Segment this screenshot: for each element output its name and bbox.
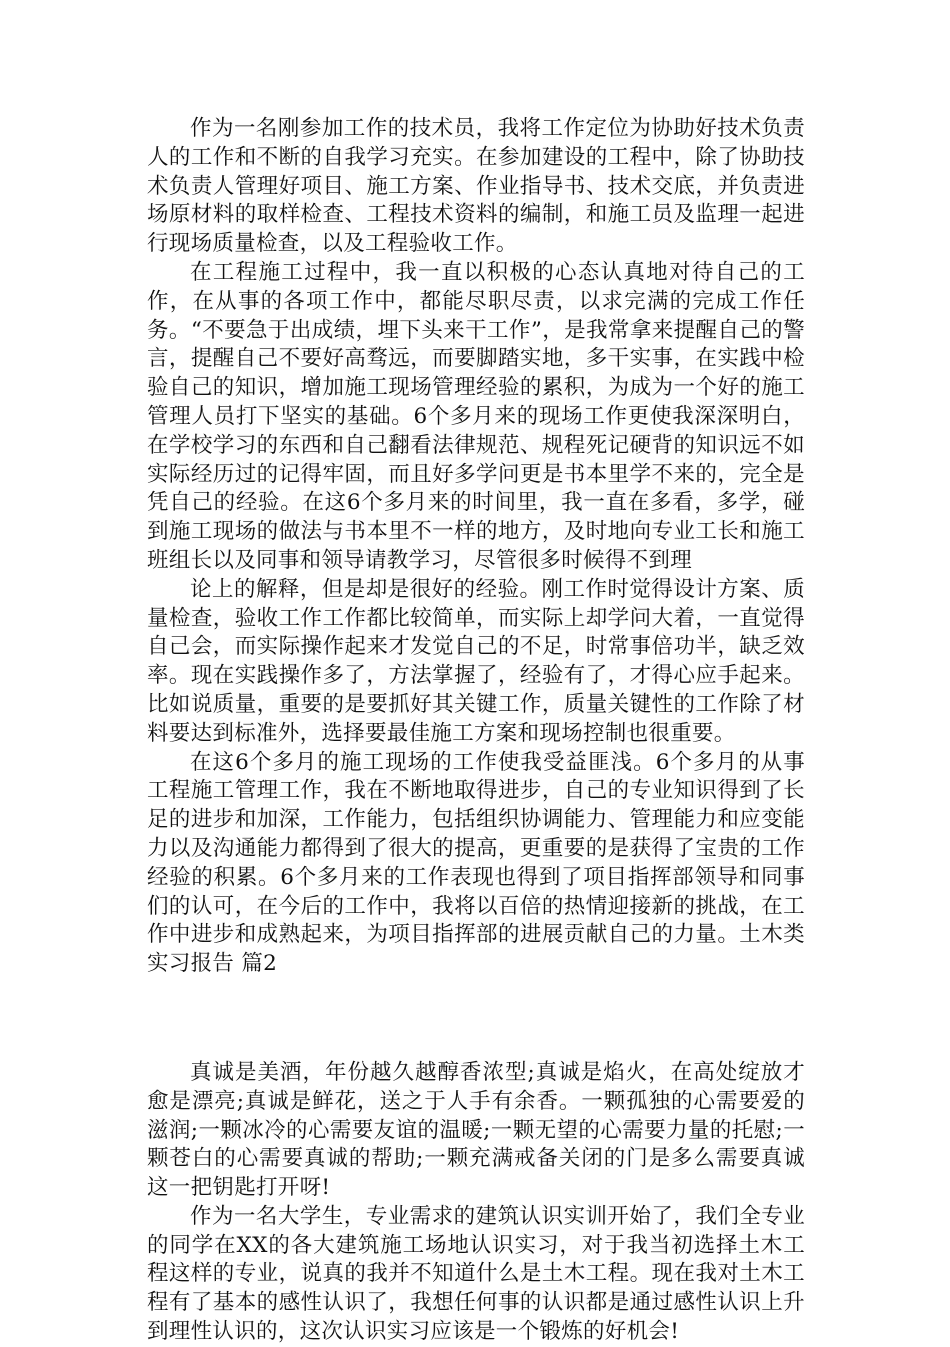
paragraph-5: 真诚是美酒，年份越久越醇香浓型;真诚是焰火，在高处绽放才愈是漂亮;真诚是鲜花，送之于人手有余香。一颗孤独的心需要爱的滋润;一颗冰冷的心需要友谊的温暖;一颗无望的心需要力量的托慰;一颗苍白的心需要真诚的帮助;一颗充满戒备关闭的门是多么需要真诚这一把钥匙打开呀!: [147, 1059, 805, 1201]
paragraph-2: 在工程施工过程中，我一直以积极的心态认真地对待自己的工作，在从事的各项工作中，都能尽职尽责，以求完满的完成工作任务。“不要急于出成绩，埋下头来干工作”，是我常拿来提醒自己的警言，提醒自己不要好高骛远，而要脚踏实地，多干实事，在实践中检验自己的知识，增加施工现场管理经验的累积，为成为一个好的施工管理人员打下坚实的基础。6个多月来的现场工作更使我深深明白，在学校学习的东西和自己翻看法律规范、规程死记硬背的知识远不如实际经历过的记得牢固，而且好多学问更是书本里学不来的，完全是凭自己的经验。在这6个多月来的时间里，我一直在多看，多学，碰到施工现场的做法与书本里不一样的地方，及时地向专业工长和施工班组长以及同事和领导请教学习，尽管很多时候得不到理: [147, 259, 805, 573]
paragraph-6: 作为一名大学生，专业需求的建筑认识实训开始了，我们全专业的同学在XX的各大建筑施工场地认识实习，对于我当初选择土木工程这样的专业，说真的我并不知道什么是土木工程。现在我对土木工程有了基本的感性认识了，我想任何事的认识都是通过感性认识上升到理性认识的，这次认识实习应该是一个锻炼的好机会!: [147, 1203, 805, 1345]
paragraph-3: 论上的解释，但是却是很好的经验。刚工作时觉得设计方案、质量检查，验收工作工作都比较简单，而实际上却学问大着，一直觉得自己会，而实际操作起来才发觉自己的不足，时常事倍功半，缺乏效率。现在实践操作多了，方法掌握了，经验有了，才得心应手起来。比如说质量，重要的是要抓好其关键工作，质量关键性的工作除了材料要达到标准外，选择要最佳施工方案和现场控制也很重要。: [147, 576, 805, 746]
document-page: [147, 115, 805, 1347]
paragraph-1: 作为一名刚参加工作的技术员，我将工作定位为协助好技术负责人的工作和不断的自我学习充实。在参加建设的工程中，除了协助技术负责人管理好项目、施工方案、作业指导书、技术交底，并负责进场原材料的取样检查、工程技术资料的编制，和施工员及监理一起进行现场质量检查，以及工程验收工作。: [147, 116, 805, 257]
paragraph-4: 在这6个多月的施工现场的工作使我受益匪浅。6个多月的从事工程施工管理工作，我在不断地取得进步，自己的专业知识得到了长足的进步和加深，工作能力，包括组织协调能力、管理能力和应变能力以及沟通能力都得到了很大的提高，更重要的是获得了宝贵的工作经验的积累。6个多月来的工作表现也得到了项目指挥部领导和同事们的认可，在今后的工作中，我将以百倍的热情迎接新的挑战，在工作中进步和成熟起来，为项目指挥部的进展贡献自己的力量。土木类实习报告 篇2: [147, 749, 805, 977]
section-gap: [147, 979, 805, 1059]
